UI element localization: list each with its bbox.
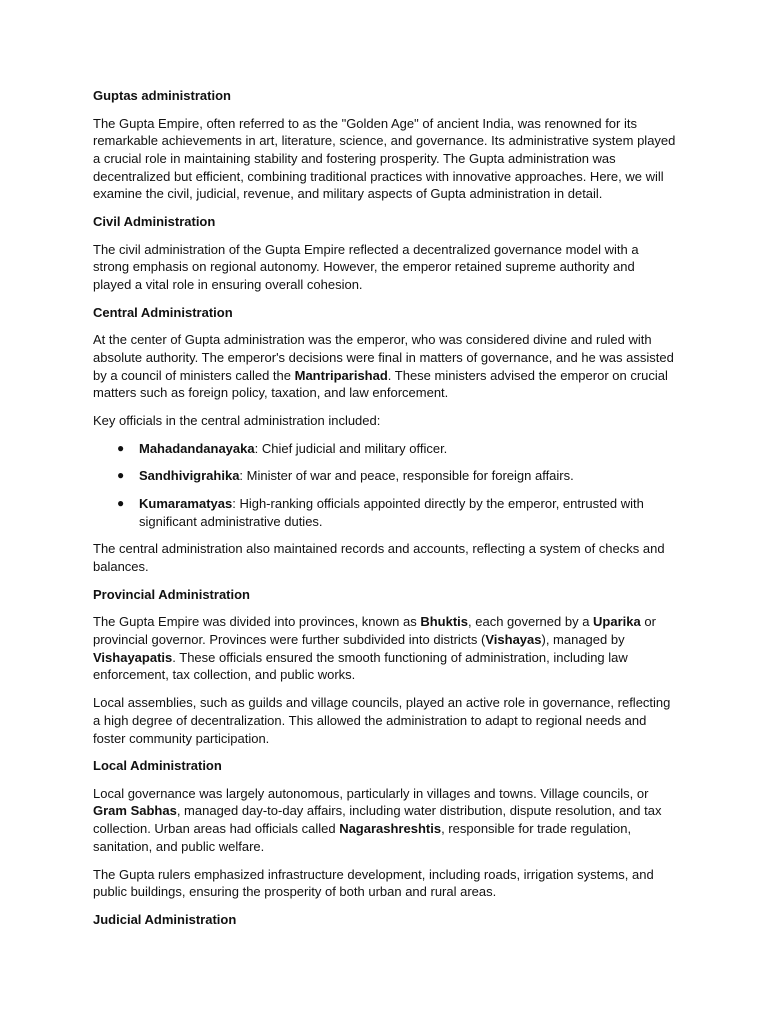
official-description: : Chief judicial and military officer. [254,440,448,456]
bold-term-mantriparishad: Mantriparishad [294,367,388,383]
text-run: . These ministers advised the emperor on crucial matters such as foreign policy, taxation, and law enforcement. [93,367,668,401]
official-term: Kumaramatyas [139,496,233,512]
central-closing-paragraph: The central administration also maintained records and accounts, reflecting a system of checks and balances. [93,541,665,575]
provincial-administration-heading: Provincial Administration [93,586,250,602]
bullet-icon: ● [117,468,125,483]
list-item [117,440,676,458]
text-run: . These officials ensured the smooth functioning of administration, including law enforcement, tax collection, and public works. [93,649,628,683]
text-run: , managed day-to-day affairs, including water distribution, dispute resolution, and tax collection. Urban areas had officials called [93,803,662,837]
list-item [117,495,676,530]
bold-term-vishayas: Vishayas [485,632,542,648]
bold-term-nagarashreshtis: Nagarashreshtis [339,821,442,837]
list-item [117,467,676,485]
official-description: : Minister of war and peace, responsible for foreign affairs. [239,468,574,484]
officials-list [93,440,676,531]
central-administration-paragraph [93,331,676,402]
text-run: Local governance was largely autonomous, particularly in villages and towns. Village councils, or [93,785,649,801]
text-run: At the center of Gupta administration was the emperor, who was considered divine and ruled with absolute authority. The emperor's decisions were final in matters of governance, and he was assisted by a council of ministers called the [93,332,674,383]
bold-term-bhuktis: Bhuktis [420,614,469,630]
text-run: , each governed by a [468,614,594,630]
bold-term-gram-sabhas: Gram Sabhas [93,803,177,819]
key-officials-intro: Key officials in the central administration included: [93,412,381,428]
provincial-administration-paragraph [93,613,676,684]
official-term: Mahadandanayaka [139,440,255,456]
civil-administration-heading: Civil Administration [93,214,216,230]
local-administration-heading: Local Administration [93,758,222,774]
official-description: : High-ranking officials appointed directly by the emperor, entrusted with significant administrative duties. [139,496,644,529]
intro-paragraph: The Gupta Empire, often referred to as the "Golden Age" of ancient India, was renowned for its remarkable achievements in art, literature, science, and governance. Its administrative system played a crucial role in maintaining stability and fostering prosperity. The Gupta administration was decentralized but efficient, combining traditional practices with innovative approaches. Here, we will examine the civil, judicial, revenue, and military aspects of Gupta administration in detail. [93,115,676,202]
infrastructure-paragraph: The Gupta rulers emphasized infrastructure development, including roads, irrigation systems, and public buildings, ensuring the prosperity of both urban and rural areas. [93,866,654,900]
local-administration-paragraph [93,785,676,856]
bullet-icon: ● [117,440,125,455]
bold-term-uparika: Uparika [593,614,641,630]
civil-administration-paragraph: The civil administration of the Gupta Empire reflected a decentralized governance model with a strong emphasis on regional autonomy. However, the emperor retained supreme authority and played a vital role in ensuring overall cohesion. [93,241,639,292]
local-assemblies-paragraph: Local assemblies, such as guilds and village councils, played an active role in governance, reflecting a high degree of decentralization. This allowed the administration to adapt to regional needs and foster community participation. [93,695,671,746]
central-administration-heading: Central Administration [93,304,233,320]
bold-term-vishayapatis: Vishayapatis [93,649,173,665]
judicial-administration-heading: Judicial Administration [93,912,237,927]
document-title: Guptas administration [93,88,231,103]
text-run: , responsible for trade regulation, sanitation, and public welfare. [93,821,632,854]
bullet-icon: ● [117,496,125,511]
text-run: The Gupta Empire was divided into provinces, known as [93,614,421,630]
official-term: Sandhivigrahika [139,468,240,484]
text-run: ), managed by [541,632,625,648]
text-run: or provincial governor. Provinces were further subdivided into districts ( [93,614,656,648]
